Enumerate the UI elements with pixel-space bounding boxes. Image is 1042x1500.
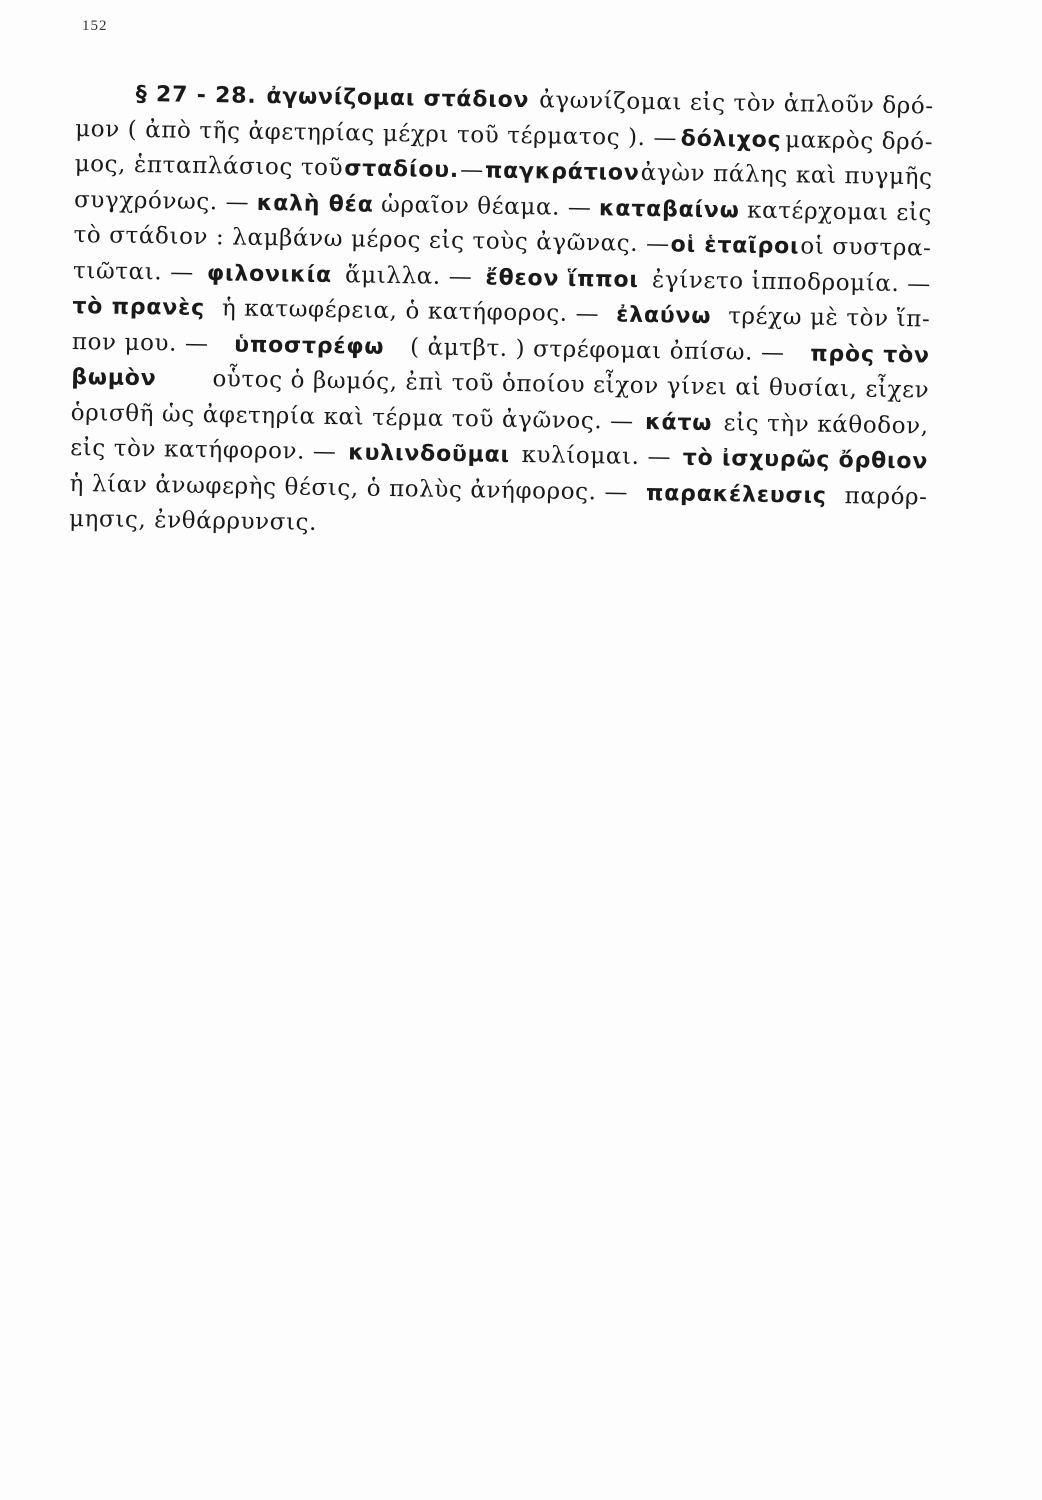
definition-text: κυλίομαι. —	[521, 442, 672, 471]
definition-text: συγχρόνως. —	[73, 186, 250, 216]
headword: ὑποστρέφω	[234, 332, 385, 360]
definition-text: ἅμιλλα. —	[344, 261, 473, 290]
definition-text: ἐγίνετο ἱπποδρομία. —	[651, 266, 932, 297]
definition-text: ἡ κατωφέρεια, ὁ κατήφορος. —	[221, 295, 600, 328]
definition-text: παρόρ-	[844, 482, 928, 510]
definition-text: πον μου. —	[71, 328, 209, 357]
headword: δόλιχος	[680, 126, 782, 153]
headword: ἀγωνίζομαι στάδιον	[266, 83, 530, 114]
definition-text: εἰς τὸν κατήφορον. —	[70, 434, 337, 466]
definition-text: τὸ στάδιον : λαμβάνω μέρος εἰς τοὺς ἀγῶνας. —	[73, 221, 670, 258]
definition-text: ἀγωνίζομαι εἰς τὸν ἁπλοῦν δρό-	[539, 87, 934, 120]
headword: τὸ ἰσχυρῶς ὄρθιον	[682, 445, 929, 475]
headword: σταδίου.	[344, 156, 460, 184]
headword: παγκράτιον	[484, 158, 640, 186]
definition-text: μον ( ἀπὸ τῆς ἀφετηρίας μέχρι τοῦ τέρματος ). —	[75, 115, 678, 151]
headword: κάτω	[644, 409, 713, 436]
definition-text: ( ἀμτβτ. ) στρέφομαι ὀπίσω. —	[409, 333, 785, 366]
definition-text: εἰς τὴν κάθοδον,	[723, 409, 929, 439]
headword: § 27 - 28.	[135, 81, 257, 109]
definition-text: ἀγὼν πάλης καὶ πυγμῆς	[640, 159, 933, 191]
headword: καταβαίνω	[598, 195, 740, 223]
headword: φιλονικία	[206, 260, 333, 288]
headword: βωμὸν	[71, 364, 157, 392]
headword: οἱ ἑταῖροι	[670, 232, 800, 260]
page-number: 152	[82, 18, 108, 34]
headword: ἔθεον ἵπποι	[485, 264, 639, 293]
headword: τὸ πρανὲς	[72, 293, 206, 322]
definition-text: οἱ συστρα-	[800, 233, 932, 262]
definition-text: μησις, ἐνθάρρυνσις.	[68, 505, 318, 536]
headword: κυλινδοῦμαι	[347, 440, 511, 468]
definition-text: τιῶται. —	[72, 257, 194, 286]
definition-text: κατέρχομαι εἰς	[746, 197, 933, 226]
definition-text: ὁρισθῆ ὡς ἀφετηρία καὶ τέρμα τοῦ ἀγῶνος. —	[70, 399, 634, 435]
headword: παρακέλευσις	[645, 480, 827, 509]
definition-text: μακρὸς δρό-	[784, 126, 934, 155]
glossary-paragraph	[69, 80, 934, 555]
headword: καλὴ θέα	[256, 190, 374, 218]
definition-text: ἡ λίαν ἀνωφερὴς θέσις, ὁ πολὺς ἀνήφορος. —	[69, 470, 629, 506]
definition-text: μος, ἑπταπλάσιος τοῦ	[74, 150, 344, 182]
headword: πρὸς τὸν	[810, 341, 930, 368]
definition-text: τρέχω μὲ τὸν ἵπ-	[727, 303, 931, 333]
definition-text: —	[459, 157, 484, 184]
definition-text: οὗτος ὁ βωμός, ἐπὶ τοῦ ὁποίου εἶχον γίνει αἱ θυσίαι, εἶχεν	[212, 366, 930, 404]
definition-text: ὡραῖον θέαμα. —	[380, 191, 592, 221]
headword: ἐλαύνω	[615, 302, 712, 330]
